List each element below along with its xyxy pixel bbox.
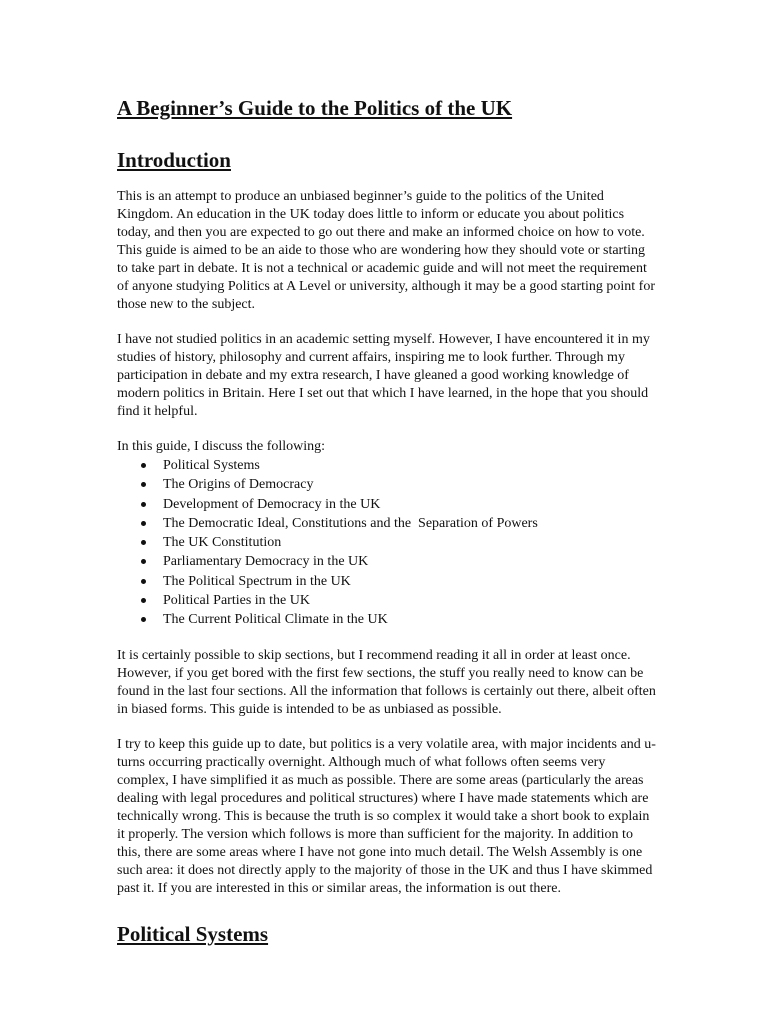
list-item-label: The Political Spectrum in the UK bbox=[163, 573, 351, 589]
list-intro: In this guide, I discuss the following: bbox=[117, 439, 326, 454]
list-item-label: The Democratic Ideal, Constitutions and the Separation of Powers bbox=[163, 515, 538, 531]
closing-paragraph-1: It is certainly possible to skip sections, but I recommend reading it all in order at least once. However, if you get bored with the first few sections, the stuff you really need to know can be found in the last four sections. All the information that follows is certainly out there, albeit often in biased forms. This guide is intended to be as unbiased as possible. bbox=[117, 647, 656, 717]
list-item-label: The Origins of Democracy bbox=[163, 477, 314, 493]
document-title: A Beginner’s Guide to the Politics of the UK bbox=[117, 96, 513, 120]
bullet-icon bbox=[141, 540, 146, 545]
list-item bbox=[141, 533, 657, 552]
contents-list bbox=[117, 456, 657, 630]
bullet-icon bbox=[141, 521, 146, 526]
bullet-icon bbox=[141, 598, 146, 603]
introduction-heading: Introduction bbox=[117, 148, 231, 172]
list-item bbox=[141, 591, 657, 610]
bullet-icon bbox=[141, 559, 146, 564]
list-item-label: The Current Political Climate in the UK bbox=[163, 612, 388, 628]
list-item-label: Development of Democracy in the UK bbox=[163, 496, 381, 512]
list-item-label: Political Systems bbox=[163, 458, 260, 473]
list-item-label: Parliamentary Democracy in the UK bbox=[163, 554, 369, 570]
bullet-icon bbox=[141, 502, 146, 507]
intro-paragraph-2: I have not studied politics in an academic setting myself. However, I have encountered it in my studies of history, philosophy and current affairs, inspiring me to look further. Through my participation in debate and my extra research, I have gleaned a good working knowledge of modern politics in Britain. Here I set out that which I have learned, in the hope that you should find it helpful. bbox=[117, 332, 650, 419]
list-item bbox=[141, 475, 657, 494]
closing-paragraph-2: I try to keep this guide up to date, but politics is a very volatile area, with major incidents and u-turns occurring practically overnight. Although much of what follows often seems very complex, I have simplified it as much as possible. There are some areas (particularly the areas dealing with legal procedures and political structures) where I have made statements which are technically wrong. This is because the truth is so complex it would take a short book to explain it properly. The version which follows is more than sufficient for the majority. In addition to this, there are some areas where I have not gone into much detail. The Welsh Assembly is one such area: it does not directly apply to the majority of those in the UK and thus I have skimmed past it. If you are interested in this or similar areas, the information is out there. bbox=[117, 736, 656, 896]
bullet-icon bbox=[141, 463, 146, 468]
document-page bbox=[117, 94, 657, 962]
political-systems-heading: Political Systems bbox=[117, 921, 269, 946]
list-item bbox=[141, 572, 657, 591]
bullet-icon bbox=[141, 579, 146, 584]
list-item bbox=[141, 456, 657, 475]
bullet-icon bbox=[141, 482, 146, 487]
list-item-label: The UK Constitution bbox=[163, 535, 282, 551]
list-item bbox=[141, 552, 657, 571]
list-item-label: Political Parties in the UK bbox=[163, 593, 310, 609]
list-item bbox=[141, 610, 657, 629]
list-item bbox=[141, 514, 657, 533]
list-item bbox=[141, 495, 657, 514]
bullet-icon bbox=[141, 617, 146, 622]
intro-paragraph-1: This is an attempt to produce an unbiased beginner’s guide to the politics of the United Kingdom. An education in the UK today does little to inform or educate you about politics today, and then you are expected to go out there and make an informed choice on how to vote. This guide is aimed to be an aide to those who are wondering how they should vote or starting to take part in debate. It is not a technical or academic guide and will not meet the requirement of anyone studying Politics at A Level or university, although it may be a good starting point for those new to the subject. bbox=[117, 189, 656, 312]
